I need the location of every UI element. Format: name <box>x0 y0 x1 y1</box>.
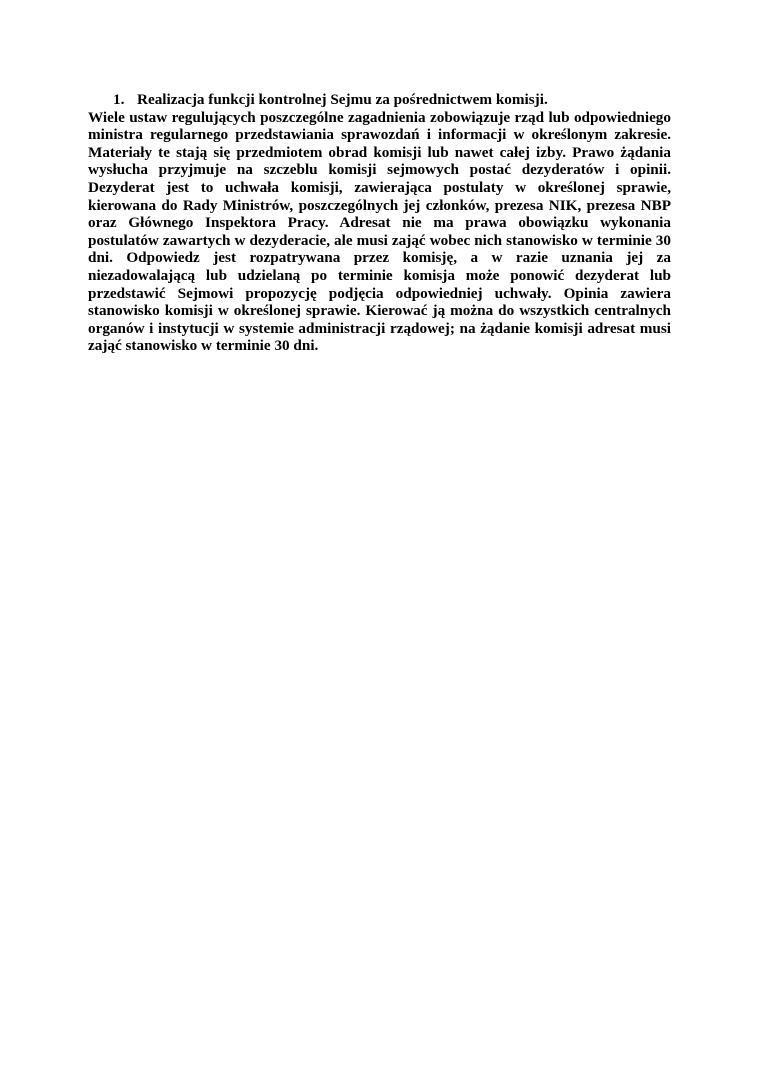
body-paragraph: Wiele ustaw regulujących poszczególne zagadnienia zobowiązuje rząd lub odpowiedniego ministra regularnego przedstawiania sprawozdań i informacji w określonym zakresie. Materiały te stają się przedmiotem obrad komisji lub nawet całej izby. Prawo żądania wysłucha przyjmuje na szczeblu komisji sejmowych postać dezyderatów i opinii. Dezyderat jest to uchwała komisji, zawierająca postulaty w określonej sprawie, kierowana do Rady Ministrów, poszczególnych jej członków, prezesa NIK, prezesa NBP oraz Głównego Inspektora Pracy. Adresat nie ma prawa obowiązku wykonania postulatów zawartych w dezyderacie, ale musi zająć wobec nich stanowisko w terminie 30 dni. Odpowiedz jest rozpatrywana przez komisję, a w razie uznania jej za niezadowalającą lub udzielaną po terminie komisja może ponowić dezyderat lub przedstawić Sejmowi propozycję podjęcia odpowiedniej uchwały. Opinia zawiera stanowisko komisji w określonej sprawie. Kierować ją można do wszystkich centralnych organów i instytucji w systemie administracji rządowej; na żądanie komisji adresat musi zająć stanowisko w terminie 30 dni. <box>88 108 671 355</box>
section-heading <box>88 91 671 109</box>
heading-text: Realizacja funkcji kontrolnej Sejmu za pośrednictwem komisji. <box>137 91 548 108</box>
document-content <box>88 91 671 355</box>
heading-number: 1. <box>113 91 125 108</box>
